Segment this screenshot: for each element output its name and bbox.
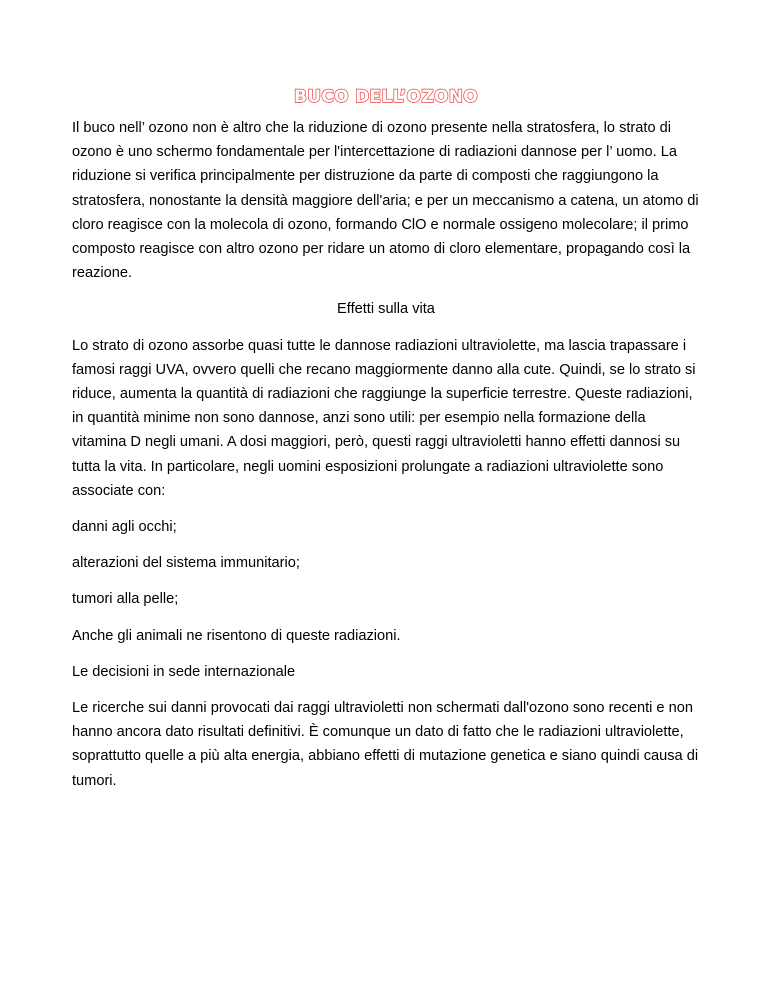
section-heading-effects: Effetti sulla vita	[337, 301, 435, 318]
document-page	[72, 86, 700, 805]
effect-item-immune: alterazioni del sistema immunitario;	[72, 555, 300, 572]
section-heading-decisions: Le decisioni in sede internazionale	[72, 663, 296, 680]
decisions-paragraph: Le ricerche sui danni provocati dai raggi ultravioletti non schermati dall'ozono sono recenti e non hanno ancora dato risultati definitivi. È comunque un dato di fatto che le radiazioni ultraviolette, soprattutto quelle a più alta energia, abbiano effetti di mutazione genetica e siano quindi causa di tumori.	[72, 700, 699, 789]
effect-item-eyes: danni agli occhi;	[72, 519, 177, 536]
effects-paragraph: Lo strato di ozono assorbe quasi tutte le dannose radiazioni ultraviolette, ma lascia trapassare i famosi raggi UVA, ovvero quelli che recano maggiormente danno alla cute. Quindi, se lo strato si riduce, aumenta la quantità di radiazioni che raggiunge la superficie terrestre. Queste radiazioni, in quantità minime non sono dannose, anzi sono utili: per esempio nella formazione della vitamina D negli umani. A dosi maggiori, però, questi raggi ultravioletti hanno effetti dannosi su tutta la vita. In particolare, negli uomini esposizioni prolungate a radiazioni ultraviolette sono associate con:	[72, 337, 696, 499]
intro-paragraph: Il buco nell’ ozono non è altro che la riduzione di ozono presente nella stratosfera, lo strato di ozono è uno schermo fondamentale per l'intercettazione di radiazioni dannose per l’ uomo. La riduzione si verifica principalmente per distruzione da parte di composti che raggiungono la stratosfera, nonostante la densità maggiore dell'aria; e per un meccanismo a catena, un atomo di cloro reagisce con la molecola di ozono, formando ClO e normale ossigeno molecolare; il primo composto reagisce con altro ozono per ridare un atomo di cloro elementare, propagando così la reazione.	[72, 120, 699, 282]
effect-item-skin: tumori alla pelle;	[72, 591, 179, 608]
animals-note: Anche gli animali ne risentono di queste radiazioni.	[72, 627, 401, 644]
document-title: BUCO DELL’OZONO	[294, 87, 478, 107]
